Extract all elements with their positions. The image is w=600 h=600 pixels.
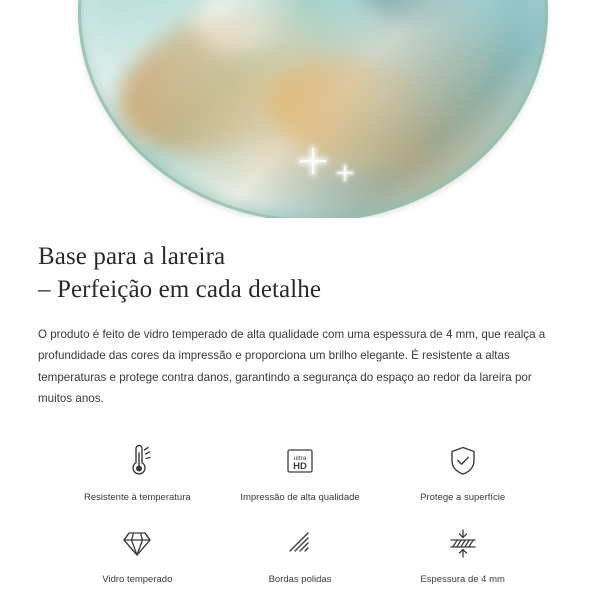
feature-label: Espessura de 4 mm xyxy=(420,574,505,586)
svg-text:HD: HD xyxy=(293,460,307,472)
ink-blob-dark-teal xyxy=(353,0,526,34)
content-area xyxy=(0,240,600,588)
feature-item-tempered-glass xyxy=(56,514,219,588)
feature-grid xyxy=(38,432,562,589)
ultra-hd-icon xyxy=(277,438,323,484)
description-paragraph: O produto é feito de vidro temperado de alta qualidade com uma espessura de 4 mm, que realça a profundidade das cores da impressão e proporciona um brilho elegante. É resistente a altas temperaturas e protege contra danos, garantindo a segurança do espaço ao redor da lareira por muitos anos. xyxy=(38,328,546,406)
page-title xyxy=(38,240,562,306)
thermometer-icon xyxy=(114,438,160,484)
feature-label: Resistente à temperatura xyxy=(83,491,191,503)
hero-image xyxy=(0,0,600,218)
feature-item-surface-protection xyxy=(381,432,544,506)
thickness-4mm-icon xyxy=(440,520,486,566)
feature-label: Vidro temperado xyxy=(102,574,173,586)
svg-text:ultra: ultra xyxy=(293,454,307,462)
feature-item-thickness xyxy=(381,514,544,588)
polished-edges-icon xyxy=(277,520,323,566)
feature-item-print-quality xyxy=(219,432,382,506)
feature-item-polished-edges xyxy=(219,514,382,588)
diamond-icon xyxy=(114,520,160,566)
feature-label: Bordas polidas xyxy=(268,574,332,586)
headline-line-1: Base para a lareira xyxy=(38,243,226,270)
headline-line-2: – Perfeição em cada detalhe xyxy=(38,276,322,303)
feature-label: Impressão de alta qualidade xyxy=(240,491,360,503)
shield-check-icon xyxy=(440,438,486,484)
feature-item-temperature-resistant xyxy=(56,432,219,506)
feature-label: Protege a superfície xyxy=(420,491,506,503)
